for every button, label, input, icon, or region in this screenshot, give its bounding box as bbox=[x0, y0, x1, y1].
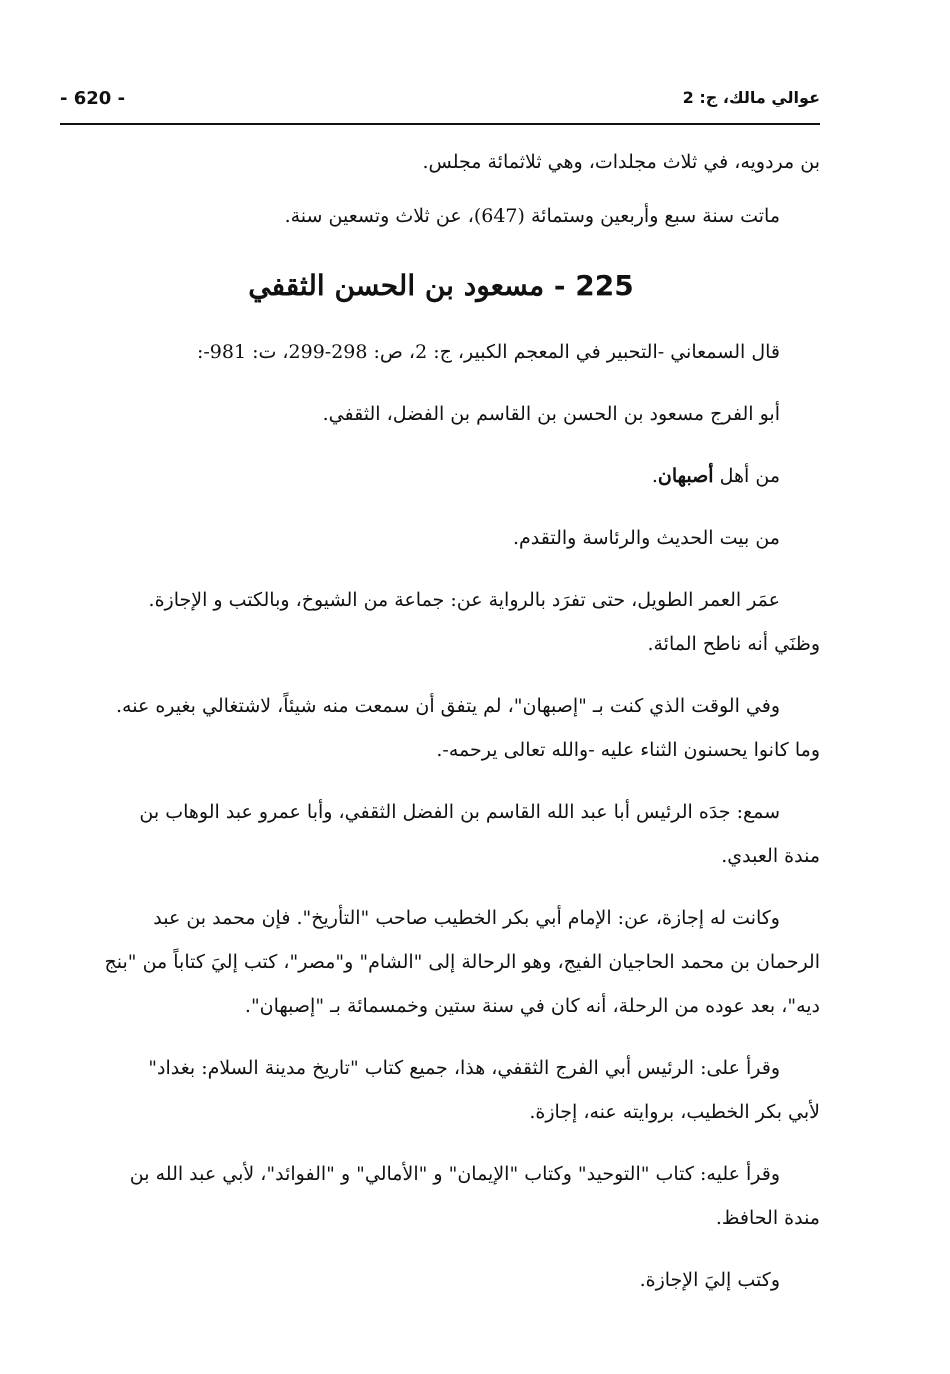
text-line: ماتت سنة سبع وأربعين وستمائة (647)، عن ثلاث وتسعين سنة. bbox=[284, 205, 780, 227]
entry-heading bbox=[62, 264, 820, 308]
paragraph-line: لأبي بكر الخطيب، بروايته عنه، إجازة. bbox=[529, 1101, 820, 1123]
paragraph: وكتب إليَ الإجازة. bbox=[639, 1269, 780, 1291]
paragraph-line: وما كانوا يحسنون الثناء عليه -والله تعالى يرحمه-. bbox=[436, 739, 820, 761]
paragraph-line: وفي الوقت الذي كنت بـ "إصبهان"، لم يتفق أن سمعت منه شيئاً، لاشتغالي بغيره عنه. bbox=[116, 695, 780, 717]
paragraph-punct: . bbox=[651, 465, 658, 487]
entry-number: 225 bbox=[575, 269, 634, 302]
paragraph: من بيت الحديث والرئاسة والتقدم. bbox=[512, 527, 780, 549]
paragraph-line: وقرأ عليه: كتاب "التوحيد" وكتاب "الإيمان" و "الأمالي" و "الفوائد"، لأبي عبد الله بن bbox=[129, 1163, 780, 1185]
text-line: بن مردويه، في ثلاث مجلدات، وهي ثلاثمائة مجلس. bbox=[422, 151, 820, 173]
paragraph-line: وكانت له إجازة، عن: الإمام أبي بكر الخطيب صاحب "التأريخ". فإن محمد بن عبد bbox=[153, 907, 780, 929]
paragraph: أبو الفرج مسعود بن الحسن بن القاسم بن الفضل، الثقفي. bbox=[322, 403, 780, 425]
header-rule bbox=[60, 123, 820, 125]
page-header bbox=[60, 88, 820, 122]
paragraph-line: عمَر العمر الطويل، حتى تفرَد بالرواية عن: جماعة من الشيوخ، وبالكتب و الإجازة. bbox=[148, 589, 780, 611]
page-body bbox=[62, 140, 820, 1302]
paragraph-line: الرحمان بن محمد الحاجيان الفيج، وهو الرحالة إلى "الشام" و"مصر"، كتب إليَ كتاباً من "بنج bbox=[104, 951, 820, 973]
paragraph-line: وقرأ على: الرئيس أبي الفرج الثقفي، هذا، جميع كتاب "تاريخ مدينة السلام: بغداد" bbox=[148, 1057, 780, 1079]
place-name: أصبهان bbox=[657, 465, 714, 487]
page-number: - 620 - bbox=[60, 88, 126, 109]
paragraph-line: وظنَي أنه ناطح المائة. bbox=[647, 633, 820, 655]
entry-dash: - bbox=[553, 269, 566, 302]
paragraph-line: سمع: جدَه الرئيس أبا عبد الله القاسم بن الفضل الثقفي، وأبا عمرو عبد الوهاب بن bbox=[139, 801, 780, 823]
paragraph bbox=[62, 454, 820, 498]
paragraph-text: من أهل bbox=[719, 465, 780, 487]
paragraph-line: مندة الحافظ. bbox=[715, 1207, 820, 1229]
paragraph: قال السمعاني -التحبير في المعجم الكبير، ج: 2، ص: 298-299، ت: 981-: bbox=[196, 341, 780, 363]
running-head: عوالي مالك، ج: 2 bbox=[682, 88, 820, 107]
paragraph-line: مندة العبدي. bbox=[721, 845, 820, 867]
entry-title: مسعود بن الحسن الثقفي bbox=[248, 269, 545, 302]
paragraph-line: ديه"، بعد عوده من الرحلة، أنه كان في سنة ستين وخمسمائة بـ "إصبهان". bbox=[244, 995, 820, 1017]
